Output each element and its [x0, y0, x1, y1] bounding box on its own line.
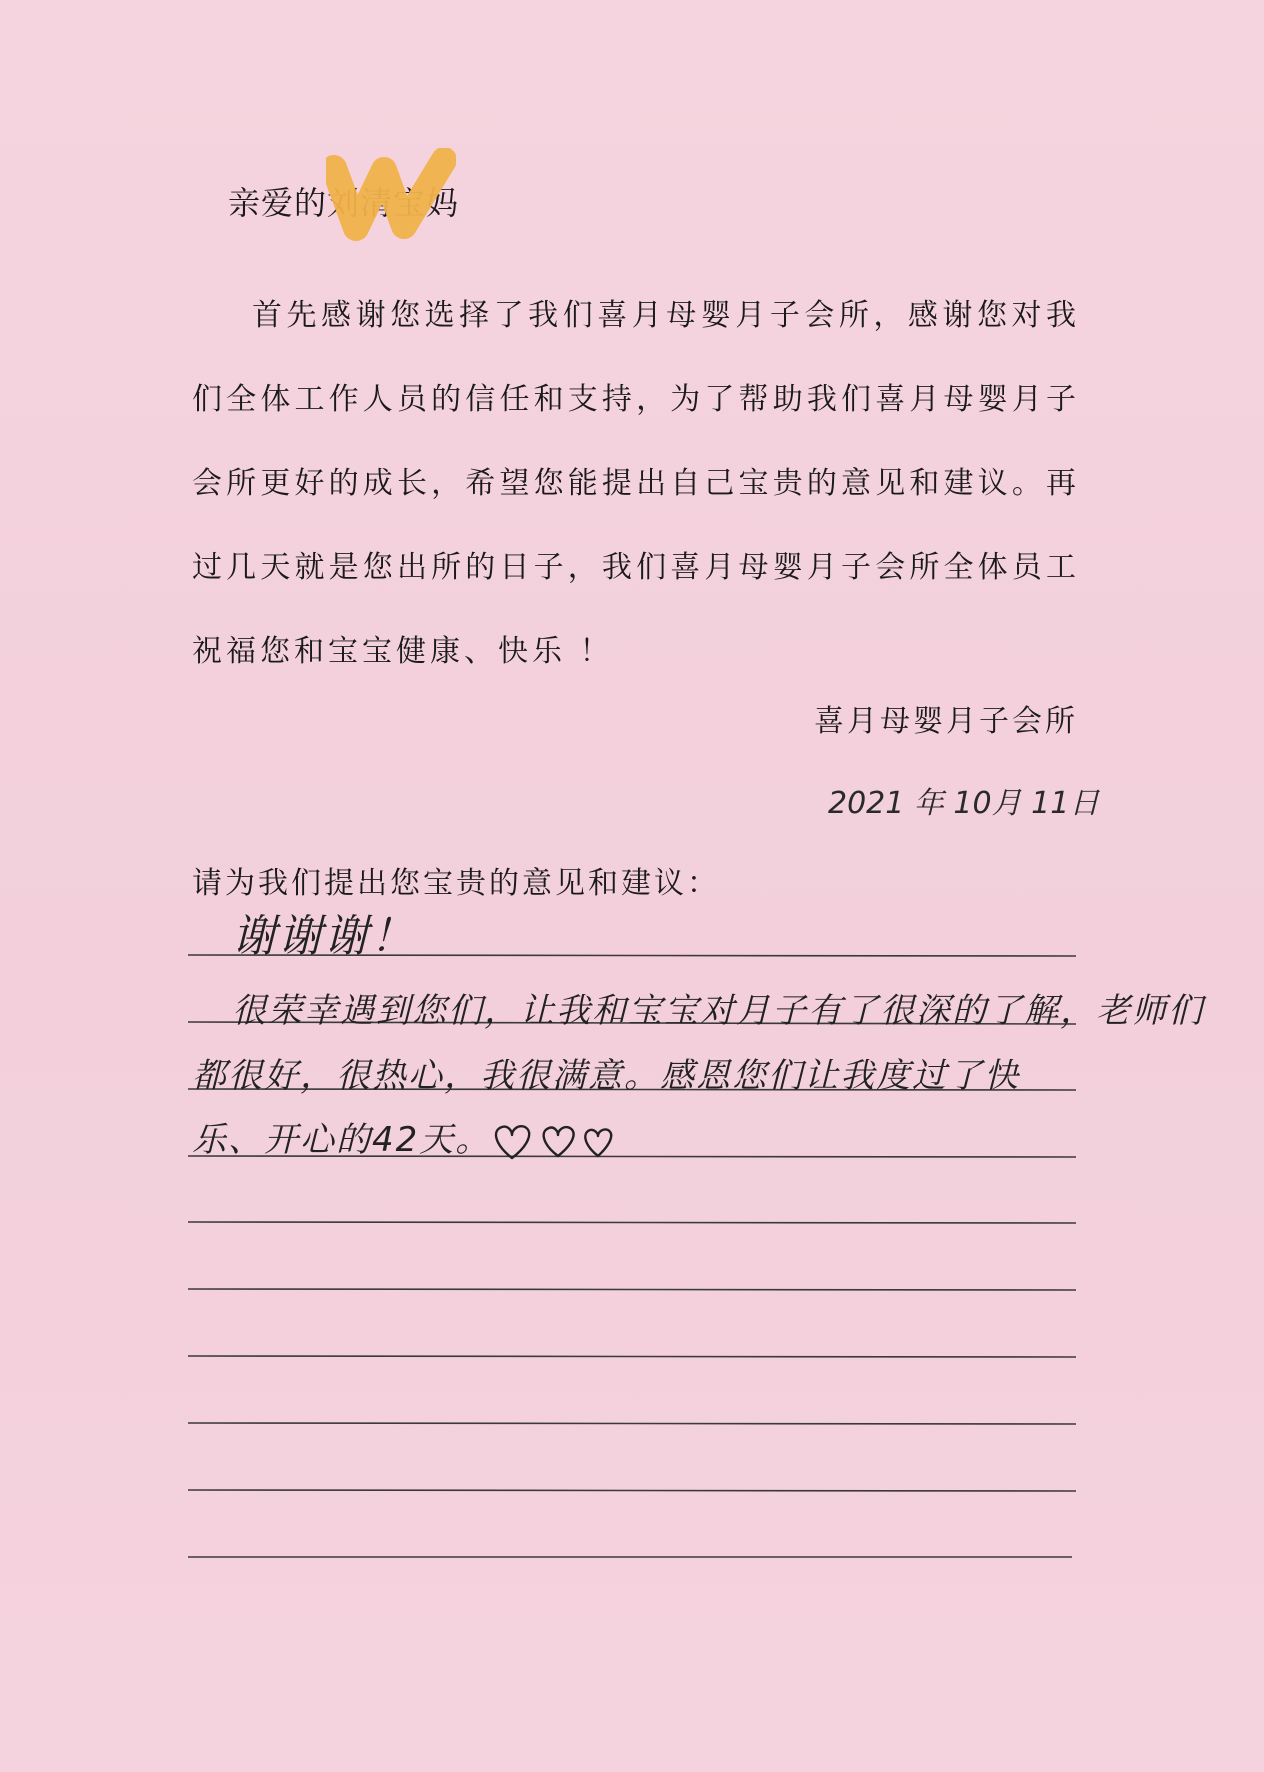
handwritten-line: 很荣幸遇到您们，让我和宝宝对月子有了很深的了解，老师们: [232, 991, 1204, 1031]
handwritten-date: 2021 年 10月 11日: [828, 786, 1100, 821]
hand-drawn-hearts: [490, 1118, 630, 1168]
sender-signature: 喜月母婴月子会所: [814, 704, 1078, 739]
salutation: 亲爱的刘清宝妈: [228, 184, 460, 222]
feedback-prompt: 请为我们提出您宝贵的意见和建议：: [192, 866, 720, 901]
handwritten-line: 乐、开心的42天。: [192, 1120, 492, 1160]
handwritten-line: 都很好，很热心，我很满意。感恩您们让我度过了快: [192, 1056, 1020, 1096]
handwritten-title: 谢谢谢！: [232, 911, 416, 962]
letter-body: 首先感谢您选择了我们喜月母婴月子会所，感谢您对我们全体工作人员的信任和支持，为了帮助我们喜月母婴月子会所更好的成长，希望您能提出自己宝贵的意见和建议。再过几天就是您出所的日子，我们喜月母婴月子会所全体员工祝福您和宝宝健康、快乐 ！: [192, 298, 1080, 669]
